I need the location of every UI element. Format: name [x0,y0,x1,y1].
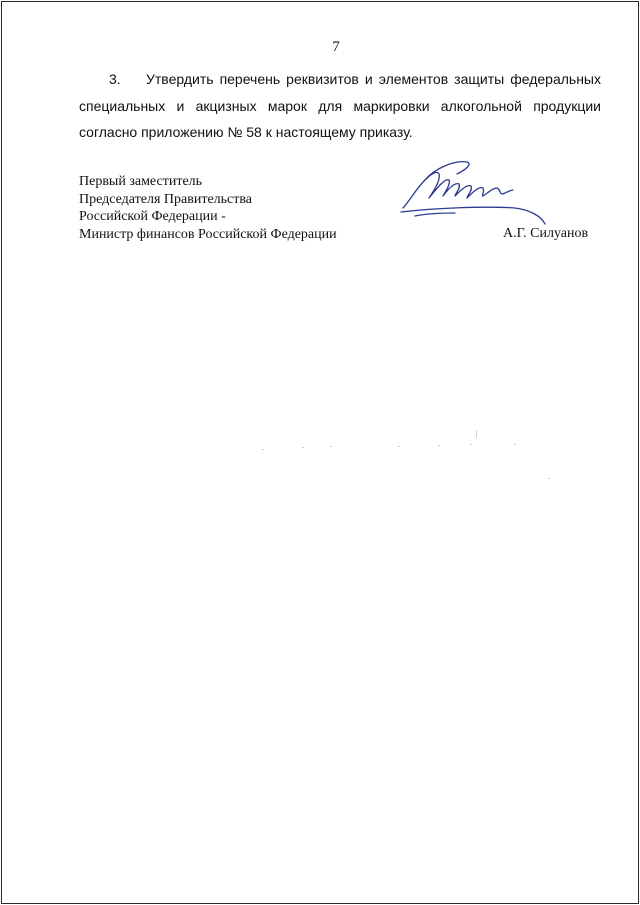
position-line-1: Первый заместитель [79,174,203,189]
scan-speck [476,430,477,438]
item-text-line-3: согласно приложению № 58 к настоящему приказу. [79,124,413,140]
scan-speck [548,478,550,479]
order-item-first-line [79,66,601,93]
position-line-3: Российской Федерации - [79,209,226,224]
scan-speck [398,446,400,447]
scan-speck [470,444,472,445]
item-text-line-2: специальных и акцизных марок для маркировки алкогольной продукции [79,97,601,114]
signatory-position [79,173,337,243]
scan-speck [302,447,304,448]
item-number: 3. [109,71,121,87]
handwritten-signature [395,158,555,230]
item-text-line-1: Утвердить перечень реквизитов и элементов защиты федеральных [146,71,601,87]
scan-speck [514,444,516,445]
order-item-3 [79,66,601,146]
scan-speck [330,446,332,447]
scan-speck [262,449,264,450]
signer-name: А.Г. Силуанов [503,226,589,241]
position-line-2: Председателя Правительства [79,191,253,207]
scan-speck [438,445,440,446]
page-number: 7 [332,39,340,55]
position-line-4: Министр финансов Российской Федерации [79,226,337,242]
